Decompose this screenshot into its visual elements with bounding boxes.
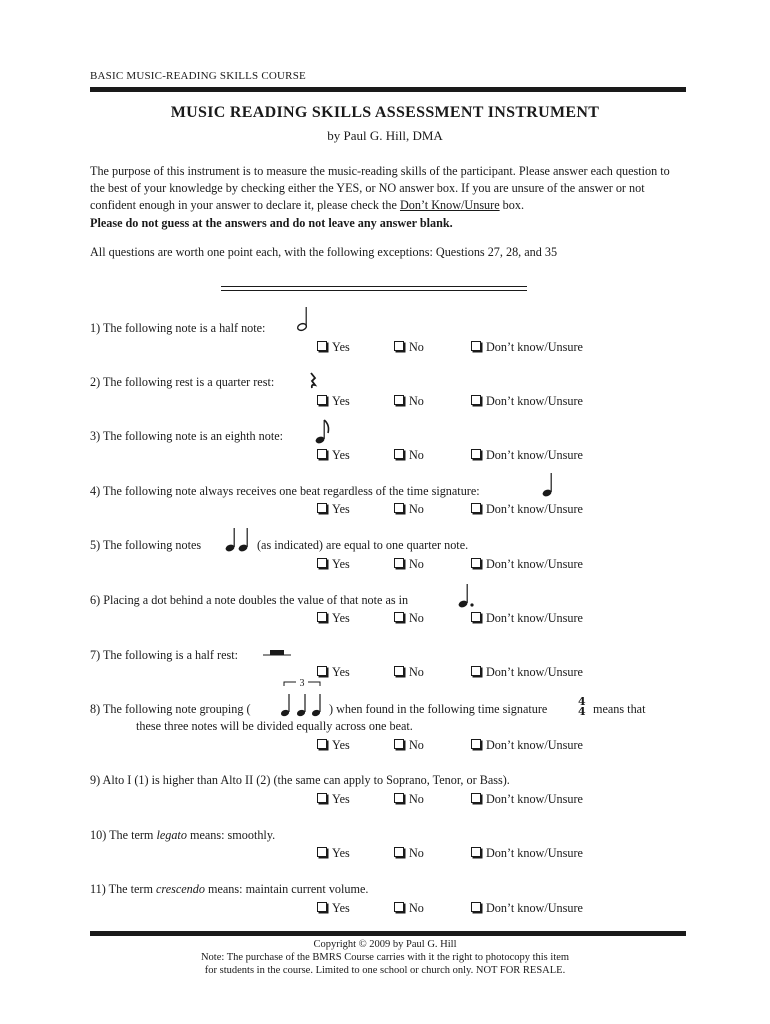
q5-no-option[interactable] [394, 557, 424, 572]
option-label: No [409, 846, 424, 860]
question-6 [90, 593, 408, 608]
q7-unsure-option[interactable] [471, 665, 583, 680]
eighth-note-icon [314, 419, 332, 445]
question-1-text: 1) The following note is a half note: [90, 321, 266, 335]
q1-unsure-option[interactable] [471, 340, 583, 355]
option-label: Don’t know/Unsure [486, 792, 583, 806]
option-label: No [409, 665, 424, 679]
question-11-text-c: means: maintain current volume. [204, 882, 369, 896]
checkbox[interactable] [317, 902, 327, 912]
option-label: No [409, 611, 424, 625]
question-2-text: 2) The following rest is a quarter rest: [90, 375, 275, 389]
bottom-rule [90, 931, 686, 936]
question-8-text-d: these three notes will be divided equally across one beat. [136, 719, 413, 733]
checkbox[interactable] [317, 341, 327, 351]
checkbox[interactable] [394, 793, 404, 803]
quarter-rest-icon [307, 372, 319, 390]
time-signature [578, 697, 586, 717]
checkbox[interactable] [317, 558, 327, 568]
course-label: BASIC MUSIC-READING SKILLS COURSE [90, 70, 306, 82]
checkbox[interactable] [317, 847, 327, 857]
triplet-label: 3 [299, 678, 305, 689]
q7-no-option[interactable] [394, 665, 424, 680]
intro-paragraph [90, 163, 680, 232]
q6-yes-option[interactable] [317, 611, 350, 626]
question-11 [90, 882, 368, 897]
q4-yes-option[interactable] [317, 502, 350, 517]
checkbox[interactable] [394, 666, 404, 676]
two-quarter-notes-icon [224, 527, 252, 553]
q6-no-option[interactable] [394, 611, 424, 626]
checkbox[interactable] [317, 612, 327, 622]
question-8-end [593, 702, 645, 717]
question-9 [90, 773, 510, 788]
checkbox[interactable] [394, 902, 404, 912]
intro-text-end: box. [499, 198, 524, 213]
section-divider [221, 286, 527, 291]
question-10 [90, 828, 275, 843]
option-label: No [409, 557, 424, 571]
option-label: Yes [332, 557, 350, 571]
option-label: Yes [332, 394, 350, 408]
checkbox[interactable] [394, 395, 404, 405]
question-8-text-c: means that [593, 702, 646, 716]
dotted-quarter-note-icon [457, 583, 475, 609]
footer-note-line-2: for students in the course. Limited to one school or church only. NOT FOR RESALE. [204, 965, 566, 976]
option-label: Yes [332, 901, 350, 915]
option-label: Yes [332, 611, 350, 625]
q1-no-option[interactable] [394, 340, 424, 355]
option-label: No [409, 738, 424, 752]
option-label: Don’t know/Unsure [486, 665, 583, 679]
option-label: Don’t know/Unsure [486, 738, 583, 752]
option-label: Yes [332, 792, 350, 806]
checkbox[interactable] [317, 395, 327, 405]
q9-yes-option[interactable] [317, 792, 350, 807]
checkbox[interactable] [471, 449, 481, 459]
checkbox[interactable] [394, 341, 404, 351]
checkbox[interactable] [317, 503, 327, 513]
q8-no-option[interactable] [394, 738, 424, 753]
question-5-continued [257, 538, 468, 553]
page-title: MUSIC READING SKILLS ASSESSMENT INSTRUMENT [170, 104, 600, 121]
checkbox[interactable] [317, 666, 327, 676]
checkbox[interactable] [394, 558, 404, 568]
question-5-text-a: 5) The following notes [90, 538, 202, 552]
question-5-text-b: (as indicated) are equal to one quarter note. [257, 538, 469, 552]
question-7 [90, 648, 238, 663]
checkbox[interactable] [317, 739, 327, 749]
q10-yes-option[interactable] [317, 846, 350, 861]
checkbox[interactable] [471, 395, 481, 405]
option-label: Don’t know/Unsure [486, 394, 583, 408]
option-label: No [409, 901, 424, 915]
q7-yes-option[interactable] [317, 665, 350, 680]
checkbox[interactable] [394, 739, 404, 749]
option-label: No [409, 792, 424, 806]
option-label: Yes [332, 846, 350, 860]
option-label: Don’t know/Unsure [486, 502, 583, 516]
option-label: Don’t know/Unsure [486, 448, 583, 462]
question-10-term: legato [156, 828, 187, 842]
q10-no-option[interactable] [394, 846, 424, 861]
time-signature-bottom: 4 [578, 705, 586, 718]
q10-unsure-option[interactable] [471, 846, 583, 861]
checkbox[interactable] [471, 503, 481, 513]
q11-yes-option[interactable] [317, 901, 350, 916]
checkbox[interactable] [471, 847, 481, 857]
question-11-term: crescendo [156, 882, 205, 896]
q1-yes-option[interactable] [317, 340, 350, 355]
checkbox[interactable] [471, 666, 481, 676]
checkbox[interactable] [394, 503, 404, 513]
option-label: No [409, 394, 424, 408]
half-note-icon [296, 306, 310, 332]
q2-yes-option[interactable] [317, 394, 350, 409]
checkbox[interactable] [471, 739, 481, 749]
question-8-line-2 [136, 719, 413, 734]
question-8-text-a: 8) The following note grouping ( [90, 702, 251, 716]
checkbox[interactable] [471, 902, 481, 912]
question-6-text: 6) Placing a dot behind a note doubles the value of that note as in [90, 593, 409, 607]
intro-warning: Please do not guess at the answers and do not leave any answer blank. [90, 215, 453, 230]
points-note: All questions are worth one point each, with the following exceptions: Questions 27, 28, and 35 [90, 245, 558, 259]
question-1 [90, 321, 265, 336]
q5-unsure-option[interactable] [471, 557, 583, 572]
top-rule [90, 87, 686, 92]
question-3 [90, 429, 283, 444]
question-8-middle [329, 702, 547, 717]
checkbox[interactable] [317, 793, 327, 803]
quarter-note-icon [541, 472, 555, 498]
question-4-text: 4) The following note always receives one beat regardless of the time signature: [90, 484, 480, 498]
triplet-icon [276, 676, 328, 718]
author-line: by Paul G. Hill, DMA [327, 128, 443, 143]
checkbox[interactable] [394, 449, 404, 459]
option-label: Don’t know/Unsure [486, 557, 583, 571]
question-7-text: 7) The following is a half rest: [90, 648, 239, 662]
q3-no-option[interactable] [394, 448, 424, 463]
q9-unsure-option[interactable] [471, 792, 583, 807]
copyright: Copyright © 2009 by Paul G. Hill [313, 939, 457, 950]
option-label: No [409, 448, 424, 462]
question-2 [90, 375, 274, 390]
q2-no-option[interactable] [394, 394, 424, 409]
q2-unsure-option[interactable] [471, 394, 583, 409]
q5-yes-option[interactable] [317, 557, 350, 572]
q11-unsure-option[interactable] [471, 901, 583, 916]
q4-no-option[interactable] [394, 502, 424, 517]
q6-unsure-option[interactable] [471, 611, 583, 626]
question-10-text-c: means: smoothly. [186, 828, 276, 842]
half-rest-icon [263, 647, 291, 661]
checkbox[interactable] [394, 847, 404, 857]
intro-text: The purpose of this instrument is to measure the music-reading skills of the participant. Please answer each question to the best of your knowledge by checking either the YES, or NO answer box. If you are unsure of the answer or not confident enough in your answer to declare it, please check the [90, 164, 670, 213]
time-signature-top: 4 [578, 695, 586, 708]
option-label: Yes [332, 738, 350, 752]
checkbox[interactable] [394, 612, 404, 622]
question-9-text: 9) Alto I (1) is higher than Alto II (2) (the same can apply to Soprano, Tenor, or Bass). [90, 773, 510, 787]
option-label: No [409, 502, 424, 516]
option-label: Don’t know/Unsure [486, 901, 583, 915]
checkbox[interactable] [471, 558, 481, 568]
question-10-text-a: 10) The term [90, 828, 157, 842]
unsure-reference: Don’t Know/Unsure [399, 198, 500, 213]
question-8-text-b: ) when found in the following time signature [329, 702, 548, 716]
checkbox[interactable] [471, 793, 481, 803]
q11-no-option[interactable] [394, 901, 424, 916]
question-3-text: 3) The following note is an eighth note: [90, 429, 284, 443]
question-5 [90, 538, 201, 553]
option-label: Yes [332, 502, 350, 516]
question-8 [90, 702, 251, 717]
q9-no-option[interactable] [394, 792, 424, 807]
option-label: Don’t know/Unsure [486, 846, 583, 860]
option-label: Yes [332, 665, 350, 679]
option-label: Don’t know/Unsure [486, 611, 583, 625]
checkbox[interactable] [317, 449, 327, 459]
question-4 [90, 484, 480, 499]
q4-unsure-option[interactable] [471, 502, 583, 517]
option-label: No [409, 340, 424, 354]
q3-yes-option[interactable] [317, 448, 350, 463]
q8-yes-option[interactable] [317, 738, 350, 753]
question-11-text-a: 11) The term [90, 882, 156, 896]
option-label: Yes [332, 340, 350, 354]
q3-unsure-option[interactable] [471, 448, 583, 463]
footer-note-line-1: Note: The purchase of the BMRS Course carries with it the right to photocopy this item [200, 952, 570, 963]
q8-unsure-option[interactable] [471, 738, 583, 753]
option-label: Yes [332, 448, 350, 462]
option-label: Don’t know/Unsure [486, 340, 583, 354]
checkbox[interactable] [471, 341, 481, 351]
checkbox[interactable] [471, 612, 481, 622]
